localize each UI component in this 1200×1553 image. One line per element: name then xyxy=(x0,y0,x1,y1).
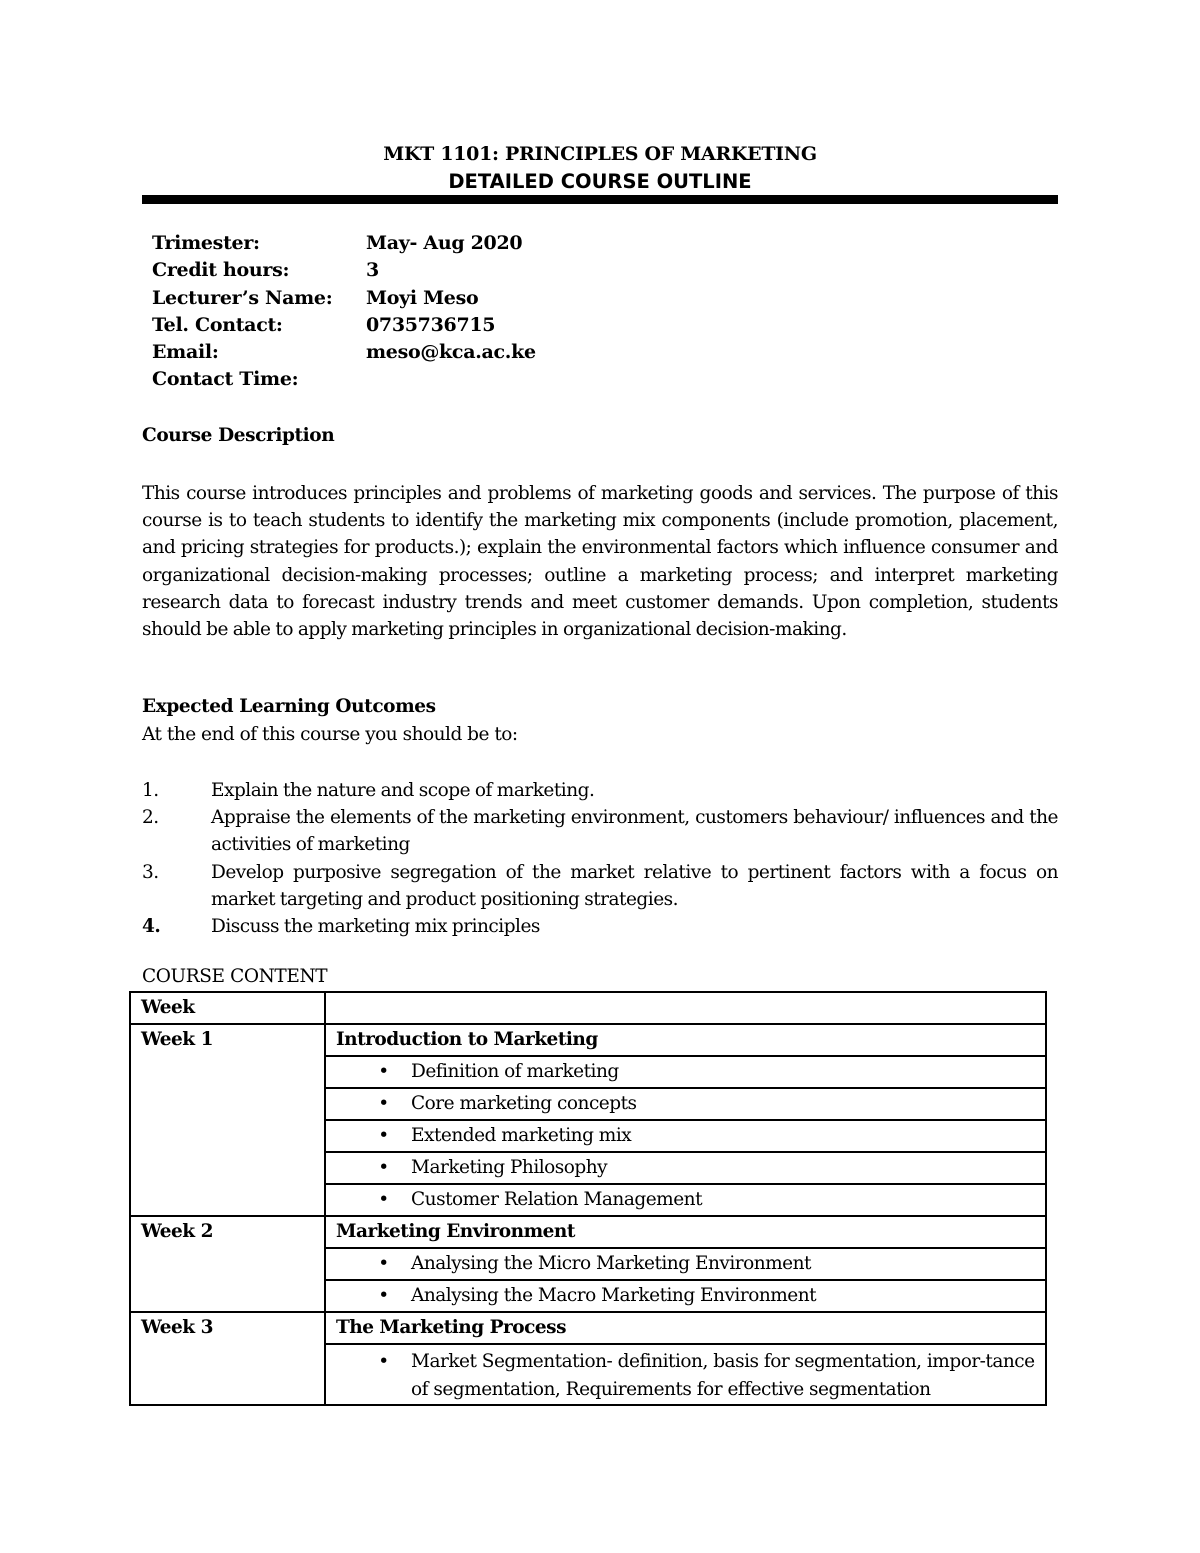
course-title: MKT 1101: PRINCIPLES OF MARKETING xyxy=(383,143,817,165)
info-value: May- Aug 2020 xyxy=(366,232,523,254)
subtopic-cell xyxy=(325,1120,1046,1152)
outcome-number: 3. xyxy=(142,861,159,883)
week-cell: Week 1 xyxy=(130,1024,325,1216)
info-label: Lecturer’s Name: xyxy=(152,286,333,309)
outcome-number: 4. xyxy=(142,916,161,938)
subtopic-cell xyxy=(325,1344,1046,1405)
info-row-email xyxy=(152,341,852,368)
bullet-icon: • xyxy=(378,1157,389,1178)
subtopic-text: Market Segmentation- definition, basis for segmentation, impor-tance of segmentation, Requirements for effective segmentation xyxy=(411,1351,1035,1400)
info-value: Moyi Meso xyxy=(366,286,479,309)
outcome-text: Develop purposive segregation of the market relative to pertinent factors with a focus on market targeting and product positioning strategies. xyxy=(211,861,1058,910)
table-row xyxy=(130,1024,1046,1056)
outcome-text: Discuss the marketing mix principles xyxy=(211,916,540,938)
subtopic-text: Marketing Philosophy xyxy=(411,1157,608,1178)
info-value: 0735736715 xyxy=(366,313,496,336)
subtopic-cell xyxy=(325,1184,1046,1216)
subtopic-text: Extended marketing mix xyxy=(411,1125,632,1146)
subtopic-cell xyxy=(325,1248,1046,1280)
course-info xyxy=(152,232,852,396)
topic-cell: Marketing Environment xyxy=(325,1216,1046,1248)
info-label: Tel. Contact: xyxy=(152,313,283,336)
outcomes-list xyxy=(142,777,1058,940)
subtopic-text: Core marketing concepts xyxy=(411,1093,637,1114)
outline-subtitle: DETAILED COURSE OUTLINE xyxy=(448,170,752,193)
course-content-table xyxy=(129,991,1047,1406)
subtopic-text: Analysing the Micro Marketing Environment xyxy=(411,1253,811,1274)
subtopic-cell xyxy=(325,1152,1046,1184)
info-row-credit-hours xyxy=(152,259,852,286)
list-item xyxy=(142,859,1058,913)
outcome-text: Explain the nature and scope of marketing. xyxy=(211,780,595,801)
bullet-icon: • xyxy=(378,1253,389,1274)
info-label: Email: xyxy=(152,341,219,364)
info-label: Trimester: xyxy=(152,232,260,254)
bullet-icon: • xyxy=(378,1285,389,1306)
subtopic-cell xyxy=(325,1056,1046,1088)
outcomes-heading: Expected Learning Outcomes xyxy=(142,696,436,717)
column-header-week: Week xyxy=(130,992,325,1024)
bullet-icon: • xyxy=(378,1093,389,1114)
outcome-text: Appraise the elements of the marketing environment, customers behaviour/ influences and the activities of marketing xyxy=(211,807,1058,856)
subtopic-cell xyxy=(325,1088,1046,1120)
subtopic-text: Analysing the Macro Marketing Environment xyxy=(411,1285,817,1306)
topic-cell: The Marketing Process xyxy=(325,1312,1046,1344)
description-heading: Course Description xyxy=(142,425,335,446)
subtopic-text: Definition of marketing xyxy=(411,1061,619,1082)
outcome-number: 1. xyxy=(142,780,159,801)
list-item xyxy=(142,913,1058,940)
table-row xyxy=(130,1216,1046,1248)
table-row xyxy=(130,992,1046,1024)
info-value: 3 xyxy=(366,259,379,282)
info-row-trimester xyxy=(152,232,852,259)
topic-cell: Introduction to Marketing xyxy=(325,1024,1046,1056)
bullet-icon: • xyxy=(378,1125,389,1146)
info-value: meso@kca.ac.ke xyxy=(366,341,536,364)
subtopic-cell xyxy=(325,1280,1046,1312)
info-label: Credit hours: xyxy=(152,259,290,282)
info-row-tel xyxy=(152,314,852,341)
header-divider xyxy=(142,195,1058,204)
course-content-heading: COURSE CONTENT xyxy=(142,966,328,987)
list-item xyxy=(142,777,1058,804)
description-text: This course introduces principles and problems of marketing goods and services. The purpose of this course is to teach students to identify the marketing mix components (include promotion, placement, and pricing strategies for products.); explain the environmental factors which influence consumer and organizational decision-making processes; outline a marketing process; and interpret marketing research data to forecast industry trends and meet customer demands. Upon completion, students should be able to apply marketing principles in organizational decision-making. xyxy=(142,483,1058,641)
table-row xyxy=(130,1312,1046,1344)
week-cell: Week 2 xyxy=(130,1216,325,1312)
outcomes-intro: At the end of this course you should be to: xyxy=(142,724,518,745)
bullet-icon: • xyxy=(378,1189,389,1210)
bullet-icon: • xyxy=(378,1061,389,1082)
bullet-icon: • xyxy=(378,1351,389,1372)
info-row-lecturer xyxy=(152,287,852,314)
outcome-number: 2. xyxy=(142,807,159,829)
info-row-contact-time xyxy=(152,368,852,395)
column-header-topic xyxy=(325,992,1046,1024)
week-cell: Week 3 xyxy=(130,1312,325,1405)
list-item xyxy=(142,804,1058,858)
subtopic-text: Customer Relation Management xyxy=(411,1189,703,1210)
info-label: Contact Time: xyxy=(152,368,299,391)
